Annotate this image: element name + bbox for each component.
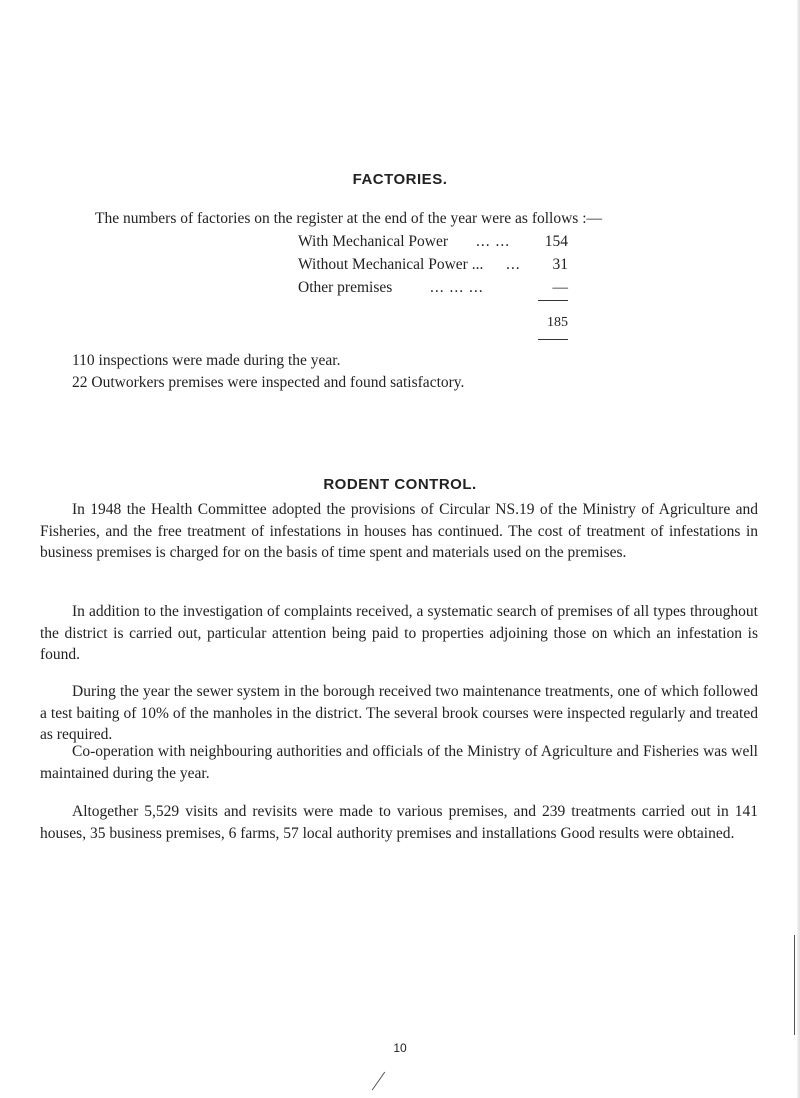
row-label: Other premises [298, 279, 393, 296]
total-rule-bottom [538, 339, 568, 340]
table-row [298, 279, 568, 299]
row-dots: ... [506, 256, 521, 273]
total-rule-top [538, 300, 568, 301]
row-dots: ... ... [476, 233, 511, 250]
row-label: With Mechanical Power [298, 233, 449, 250]
rodent-paragraph-2: In addition to the investigation of complaints received, a systematic search of premises of all types throughout the district is carried out, particular attention being paid to properties adjoining those on which an infestation is found. [40, 603, 758, 663]
row-label: Without Mechanical Power ... [298, 256, 484, 273]
row-value: 31 [552, 256, 568, 273]
table-row [298, 256, 568, 276]
table-row [298, 233, 568, 253]
factories-heading: FACTORIES. [352, 171, 448, 188]
row-value: 154 [544, 233, 568, 250]
inspections-line: 110 inspections were made during the year. [72, 352, 341, 369]
factories-total: 185 [547, 315, 568, 330]
scan-pen-mark [372, 1072, 385, 1091]
factories-intro: The numbers of factories on the register at the end of the year were as follows :— [95, 210, 603, 227]
rodent-control-heading: RODENT CONTROL. [323, 476, 477, 493]
rodent-paragraph-4: Co-operation with neighbouring authorities and officials of the Ministry of Agriculture and Fisheries was well maintained during the year. [40, 743, 758, 782]
scan-margin-mark [794, 935, 795, 1035]
row-dots: ... ... ... [430, 279, 484, 296]
rodent-paragraph-3: During the year the sewer system in the borough received two maintenance treatments, one of which followed a test baiting of 10% of the manholes in the district. The several brook courses were inspected regularly and treated as required. [40, 683, 758, 743]
rodent-paragraph-1: In 1948 the Health Committee adopted the provisions of Circular NS.19 of the Ministry of Agriculture and Fisheries, and the free treatment of infestations in houses has continued. The cost of treatment of infestations in business premises is charged for on the basis of time spent and materials used on the premises. [40, 501, 758, 561]
outworkers-line: 22 Outworkers premises were inspected and found satisfactory. [72, 374, 465, 391]
page-number: 10 [393, 1041, 407, 1055]
rodent-paragraph-5: Altogether 5,529 visits and revisits were made to various premises, and 239 treatments carried out in 141 houses, 35 business premises, 6 farms, 57 local authority premises and installations Good results were obtained. [40, 803, 758, 842]
row-value: — [552, 279, 568, 296]
